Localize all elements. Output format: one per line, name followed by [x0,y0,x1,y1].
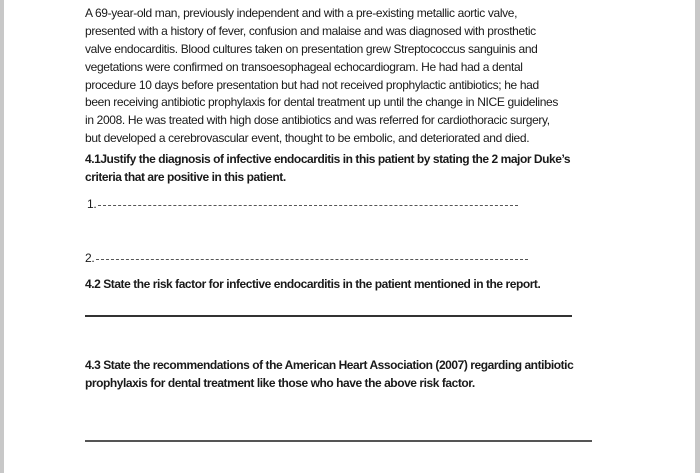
answer-1-label: 1. [87,197,97,211]
answer-2-label: 2. [85,251,95,265]
answer-1-line[interactable] [98,205,518,206]
question-4-1-cont: criteria that are positive in this patient. [85,170,286,184]
case-line: procedure 10 days before presentation but had not received prophylactic antibiotics; he had [85,78,539,92]
answer-4-2-line[interactable] [85,315,572,317]
case-line: A 69-year-old man, previously independent and with a pre-existing metallic aortic valve, [85,6,518,20]
answer-4-3-line[interactable] [85,440,592,442]
question-4-3: 4.3 State the recommendations of the American Heart Association (2007) regarding antibiotic [85,358,574,372]
question-4-1: 4.1Justify the diagnosis of infective endocarditis in this patient by stating the 2 major Duke’s [85,152,571,166]
case-line: presented with a history of fever, confusion and malaise and was diagnosed with prosthetic [85,24,536,38]
case-line: valve endocarditis. Blood cultures taken on presentation grew Streptococcus sanguinis and [85,42,538,56]
question-4-3-cont: prophylaxis for dental treatment like those who have the above risk factor. [85,376,475,390]
case-line: been receiving antibiotic prophylaxis for dental treatment up until the change in NICE guidelines [85,95,559,109]
case-line: in 2008. He was treated with high dose antibiotics and was referred for cardiothoracic surgery, [85,113,550,127]
question-4-2: 4.2 State the risk factor for infective endocarditis in the patient mentioned in the report. [85,277,541,291]
answer-2-line[interactable] [96,259,528,260]
case-line: vegetations were confirmed on transoesophageal echocardiogram. He had had a dental [85,60,523,74]
case-line: but developed a cerebrovascular event, thought to be embolic, and deteriorated and died. [85,131,530,145]
document-page [4,0,695,473]
